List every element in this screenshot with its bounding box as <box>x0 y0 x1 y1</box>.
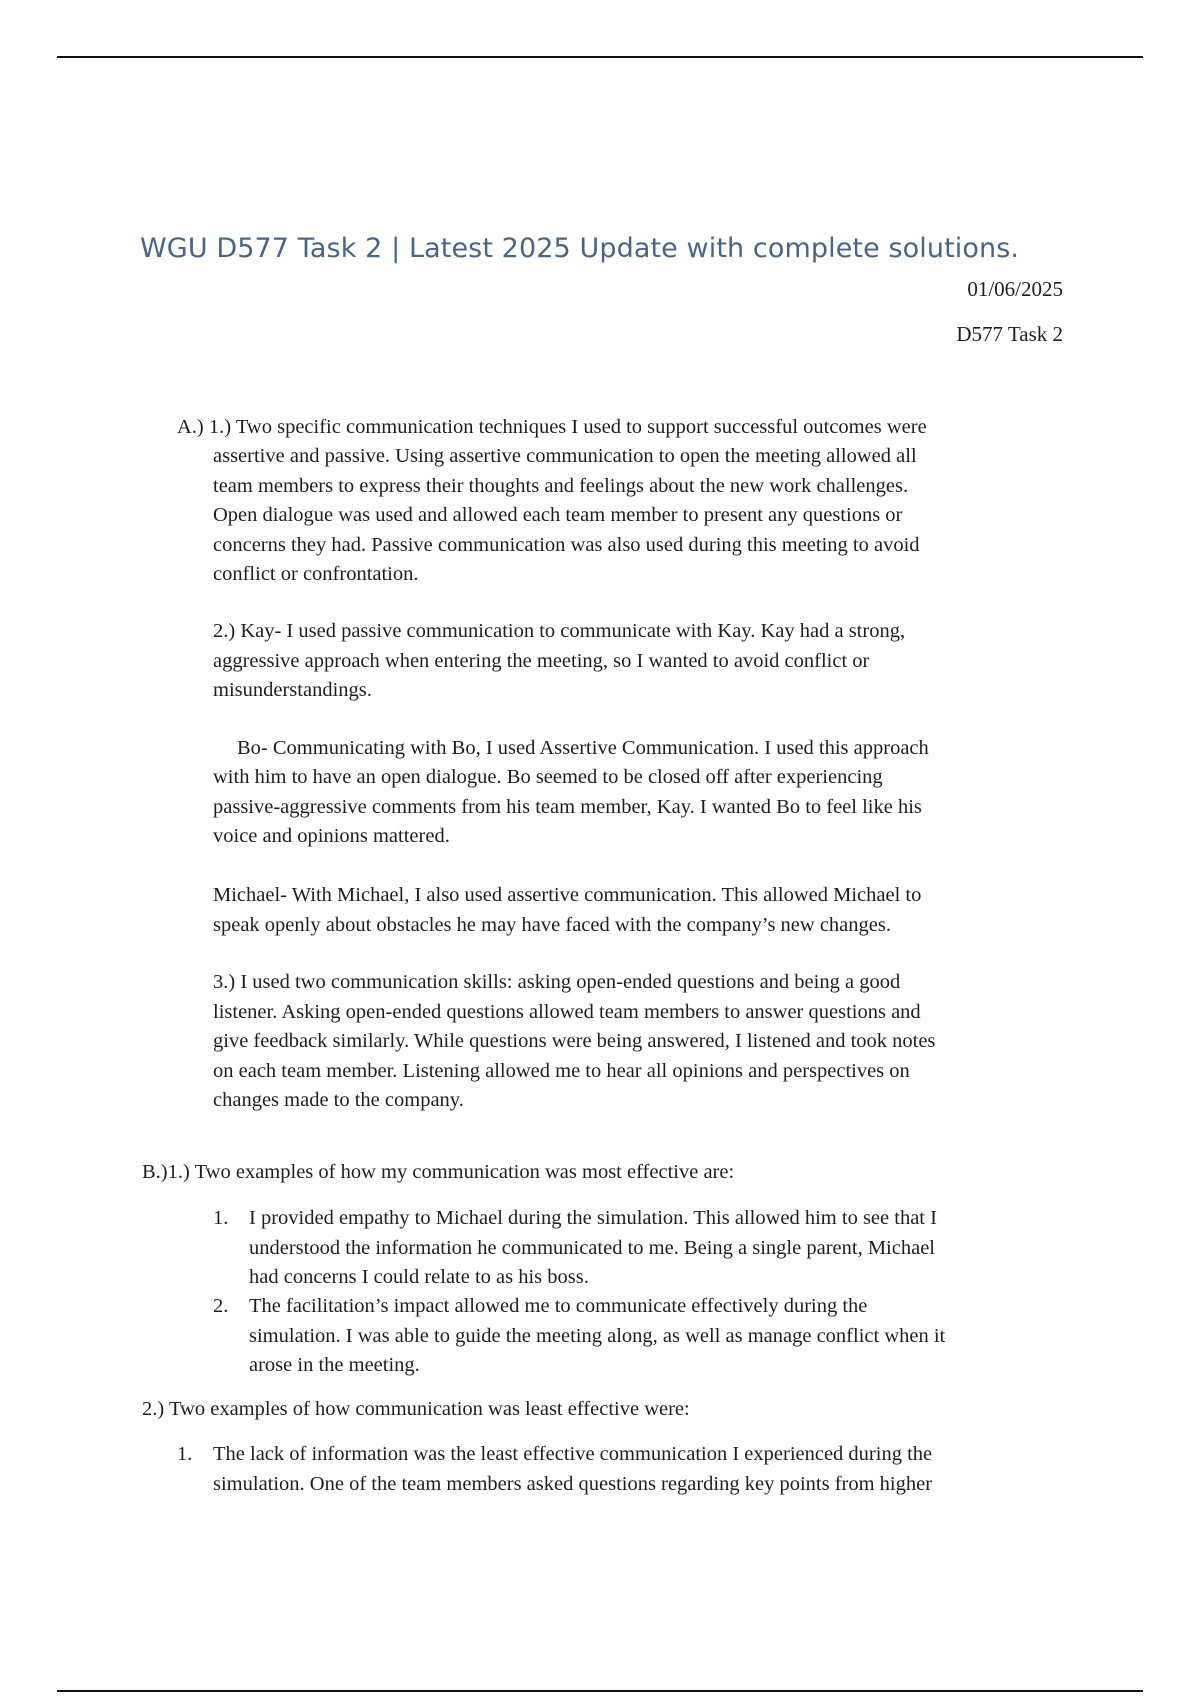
section-a-question-1 <box>177 413 927 443</box>
text-line: on each team member. Listening allowed me to hear all opinions and perspectives on <box>213 1059 910 1082</box>
text-line: speak openly about obstacles he may have faced with the company’s new changes. <box>213 913 891 936</box>
text-line: simulation. One of the team members asked questions regarding key points from higher <box>213 1472 933 1495</box>
section-a-question-1-continued <box>213 442 920 590</box>
text-line: concerns they had. Passive communication was also used during this meeting to avoid <box>213 533 920 556</box>
section-a-michael-paragraph <box>213 881 921 940</box>
text-line: team members to express their thoughts and feelings about the new work challenges. <box>213 474 909 497</box>
text-line: simulation. I was able to guide the meeting along, as well as manage conflict when it <box>249 1324 946 1347</box>
text-line: with him to have an open dialogue. Bo seemed to be closed off after experiencing <box>213 766 883 788</box>
text-line: 3.) I used two communication skills: asking open-ended questions and being a good <box>213 971 901 993</box>
bottom-rule <box>57 1690 1143 1692</box>
text-line: changes made to the company. <box>213 1089 464 1111</box>
text-line: arose in the meeting. <box>249 1354 420 1376</box>
text-line: Michael- With Michael, I also used assertive communication. This allowed Michael to <box>213 884 922 906</box>
text-line: I provided empathy to Michael during the simulation. This allowed him to see that I <box>249 1207 937 1229</box>
section-a-kay-paragraph <box>213 617 905 706</box>
text-line: give feedback similarly. While questions were being answered, I listened and took notes <box>213 1030 936 1052</box>
section-a-bo-first-line <box>237 734 929 764</box>
text-line: voice and opinions mattered. <box>213 825 450 847</box>
text-line: A.) 1.) Two specific communication techniques I used to support successful outcomes were <box>177 416 927 438</box>
list-number: 1. <box>213 1207 229 1229</box>
list-item <box>249 1292 945 1381</box>
text-line: conflict or confrontation. <box>213 563 419 585</box>
list-number: 2. <box>213 1295 229 1317</box>
list-item <box>249 1204 937 1293</box>
text-line: had concerns I could relate to as his boss. <box>249 1266 589 1288</box>
top-rule <box>57 56 1143 58</box>
section-a-bo-paragraph <box>213 763 922 852</box>
text-line: The facilitation’s impact allowed me to communicate effectively during the <box>249 1295 868 1317</box>
document-date: 01/06/2025 <box>967 277 1063 301</box>
text-line: Open dialogue was used and allowed each team member to present any questions or <box>213 504 903 526</box>
document-task-label: D577 Task 2 <box>956 322 1063 346</box>
text-line: understood the information he communicated to me. Being a single parent, Michael <box>249 1236 935 1259</box>
section-a-question-3 <box>213 968 935 1116</box>
text-line: aggressive approach when entering the meeting, so I wanted to avoid conflict or <box>213 649 870 672</box>
text-line: passive-aggressive comments from his team member, Kay. I wanted Bo to feel like his <box>213 795 922 818</box>
list-number: 1. <box>177 1443 193 1465</box>
text-line: misunderstandings. <box>213 679 372 701</box>
list-item <box>213 1440 932 1499</box>
text-line: Bo- Communicating with Bo, I used Assertive Communication. I used this approach <box>237 737 929 759</box>
text-line: assertive and passive. Using assertive communication to open the meeting allowed all <box>213 445 917 467</box>
text-line: The lack of information was the least effective communication I experienced during the <box>213 1443 933 1465</box>
document-title: WGU D577 Task 2 | Latest 2025 Update with complete solutions. <box>140 233 1020 264</box>
section-b-heading: B.)1.) Two examples of how my communication was most effective are: <box>142 1161 735 1183</box>
section-b-heading-2: 2.) Two examples of how communication was least effective were: <box>142 1398 690 1420</box>
text-line: listener. Asking open-ended questions allowed team members to answer questions and <box>213 1000 921 1023</box>
text-line: 2.) Kay- I used passive communication to communicate with Kay. Kay had a strong, <box>213 620 906 642</box>
